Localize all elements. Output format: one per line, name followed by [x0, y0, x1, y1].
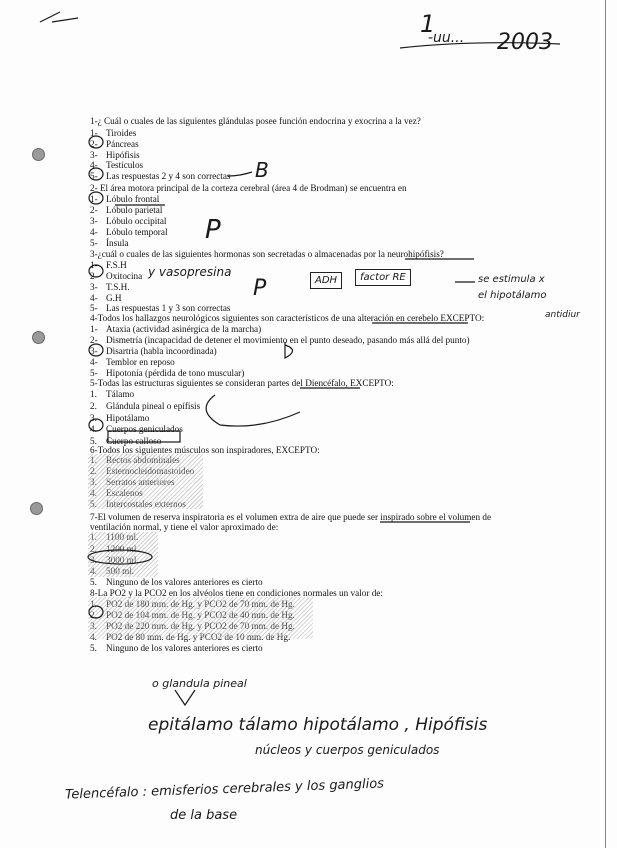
handwritten-factor: factor RE [355, 269, 411, 286]
option-text: Las respuestas 2 y 4 son correctas [106, 171, 231, 181]
option-number: 5- [90, 303, 98, 313]
brace-q5 [206, 395, 300, 426]
option-text: Serratos anteriores [106, 477, 175, 487]
option-number: 2. [90, 466, 97, 476]
option-number: 5. [90, 499, 97, 509]
option-text: Hipotálamo [106, 413, 150, 423]
option-number: 2. [90, 401, 97, 411]
option-text: PO2 de 104 mm. de Hg. y PCO2 de 40 mm. de Hg. [106, 610, 295, 620]
handwritten-vasopresina: y vasopresina [148, 265, 232, 279]
option-text: Cuerpo calloso [106, 436, 162, 446]
option-number: 4- [90, 227, 98, 237]
option-text: Tiroides [106, 128, 137, 138]
option-text: Lóbulo temporal [106, 227, 168, 237]
option-text: T.S.H. [106, 282, 130, 292]
option-number: 1- [90, 260, 98, 270]
handwritten-p-2: P [253, 276, 267, 301]
arrow-epitalamo [175, 690, 195, 705]
option-number: 2- [90, 271, 98, 281]
header-year: 2003 [497, 30, 553, 55]
handwritten-epitalamo-line: epitálamo tálamo hipotálamo , Hipófisis [148, 715, 488, 735]
question-7: 7-El volumen de reserva inspiratoria es el volumen extra de aire que puede ser inspirado sobre el volumen de [90, 512, 492, 522]
option-text: Oxitocina [106, 271, 143, 281]
option-text: Lóbulo frontal [106, 194, 160, 204]
option-number: 3- [90, 346, 98, 356]
option-number: 4. [90, 566, 97, 576]
option-number: 2. [90, 610, 97, 620]
option-text: Tálamo [106, 389, 135, 399]
option-number: 3. [90, 555, 97, 565]
option-number: 3. [90, 413, 97, 423]
option-text: 1200 ml. [106, 544, 139, 554]
option-text: Cuerpos geniculados [106, 424, 183, 434]
option-text: Rectos abdominales [106, 455, 180, 465]
option-text: Escalenos [106, 488, 143, 498]
question-8: 8-La PO2 y la PCO2 en los alvéolos tiene en condiciones normales un valor de: [90, 588, 383, 598]
handwritten-antidiur: antidiur [545, 310, 580, 320]
circle-q7-opt3 [88, 550, 152, 564]
option-text: PO2 de 220 mm. de Hg. y PCO2 de 70 mm. de Hg. [106, 621, 295, 631]
option-number: 1. [90, 389, 97, 399]
option-text: Temblor en reposo [106, 357, 175, 367]
option-number: 4- [90, 357, 98, 367]
corner-scribble [40, 12, 78, 22]
option-text: Hipófisis [106, 150, 140, 160]
option-number: 5- [90, 171, 98, 181]
option-number: 1. [90, 455, 97, 465]
option-number: 3. [90, 621, 97, 631]
option-number: 2- [90, 205, 98, 215]
circle-q5-opt4 [89, 419, 103, 431]
option-text: PO2 de 80 mm. de Hg. y PCO2 de 10 mm. de Hg. [106, 632, 291, 642]
option-text: Intercostales externos [106, 499, 186, 509]
circle-q4-opt3 [89, 344, 103, 356]
option-number: 2- [90, 335, 98, 345]
handwritten-nucleos-line: núcleos y cuerpos geniculados [255, 743, 440, 757]
mark-p-disartria [285, 342, 293, 358]
option-text: Dismetría (incapacidad de detener el movimiento en el punto deseado, pasando más allá del punto) [106, 335, 470, 345]
circle-q1-opt5 [89, 168, 103, 180]
option-number: 5. [90, 436, 97, 446]
option-number: 1. [90, 532, 97, 542]
option-text: PO2 de 180 mm. de Hg. y PCO2 de 70 mm. de Hg. [106, 599, 295, 609]
option-text: Testículos [106, 160, 144, 170]
option-number: 1- [90, 194, 98, 204]
option-number: 5- [90, 238, 98, 248]
option-number: 1- [90, 324, 98, 334]
option-number: 5- [90, 368, 98, 378]
option-text: Glándula pineal o epífisis [106, 401, 201, 411]
option-text: F.S.H [106, 260, 127, 270]
option-text: Ínsula [106, 238, 129, 248]
option-number: 1. [90, 599, 97, 609]
option-text: Las respuestas 1 y 3 son correctas [106, 303, 231, 313]
option-number: 4. [90, 632, 97, 642]
option-number: 3- [90, 282, 98, 292]
question-5: 5-Todas las estructuras siguientes se consideran partes del Diencéfalo, EXCEPTO: [90, 378, 394, 388]
option-number: 3. [90, 477, 97, 487]
question-7-line-2: ventilación normal, y tiene el valor aproximado de: [90, 522, 279, 532]
option-number: 4. [90, 488, 97, 498]
option-text: Esternocleidomastoideo [106, 466, 195, 476]
box-cuerpo-calloso [108, 431, 180, 442]
handwritten-glandula-pineal: o glandula pineal [152, 677, 247, 690]
circle-q1-opt2 [89, 136, 103, 148]
option-text: 500 ml. [106, 566, 135, 576]
arrow-q1 [228, 172, 252, 176]
question-1: 1-¿ Cuál o cuales de las siguientes glándulas posee función endocrina y exocrina a la vez? [90, 116, 421, 126]
question-3: 3-¿cuál o cuales de las siguientes hormonas son secretadas o almacenadas por la neurohipófisis? [90, 249, 444, 259]
option-number: 5. [90, 643, 97, 653]
option-number: 2- [90, 139, 98, 149]
header-underline [400, 43, 560, 48]
handwritten-adh: ADH [310, 272, 342, 289]
question-6: 6-Todos los siguientes músculos son inspiradores, EXCEPTO: [90, 445, 320, 455]
handwritten-se-estimula: se estimula x [478, 274, 545, 285]
handwritten-hipotalamo: el hipotálamo [478, 290, 547, 301]
option-text: Ninguno de los valores anteriores es cierto [106, 577, 263, 587]
option-text: Ataxia (actividad asinérgica de la marcha) [106, 324, 262, 334]
circle-q8-opt2 [89, 606, 103, 618]
handwritten-p: P [205, 215, 221, 245]
question-4: 4-Todos los hallazgos neurológicos siguientes son característicos de una alteración en cerebelo EXCEPTO: [90, 313, 485, 323]
option-text: G.H [106, 293, 122, 303]
option-number: 5. [90, 577, 97, 587]
option-number: 3- [90, 216, 98, 226]
option-text: Disartria (habla incoordinada) [106, 346, 217, 356]
header-note: -uu... [428, 30, 465, 46]
option-text: Lóbulo occipital [106, 216, 167, 226]
option-number: 4. [90, 424, 97, 434]
question-2: 2- El área motora principal de la corteza cerebral (área 4 de Brodman) se encuentra en [90, 183, 407, 193]
option-text: Páncreas [106, 139, 139, 149]
option-text: Hipotonía (pérdida de tono muscular) [106, 368, 245, 378]
circle-q2-opt1 [89, 192, 103, 204]
handwritten-de-la-base: de la base [170, 808, 238, 823]
option-text: 1100 ml. [106, 532, 139, 542]
circle-q3-opt2 [89, 265, 103, 277]
handwritten-b: B [255, 158, 269, 182]
option-number: 3- [90, 150, 98, 160]
option-number: 4- [90, 293, 98, 303]
option-number: 1- [90, 128, 98, 138]
option-number: 2. [90, 544, 97, 554]
option-text: Ninguno de los valores anteriores es cierto [106, 643, 263, 653]
option-number: 4- [90, 160, 98, 170]
option-text: Lóbulo parietal [106, 205, 163, 215]
header-number-mark: 1 [420, 10, 436, 38]
handwritten-telencefalo-line: Telencéfalo : emisferios cerebrales y los ganglios [64, 776, 385, 803]
option-text: 3000 ml. [106, 555, 139, 565]
